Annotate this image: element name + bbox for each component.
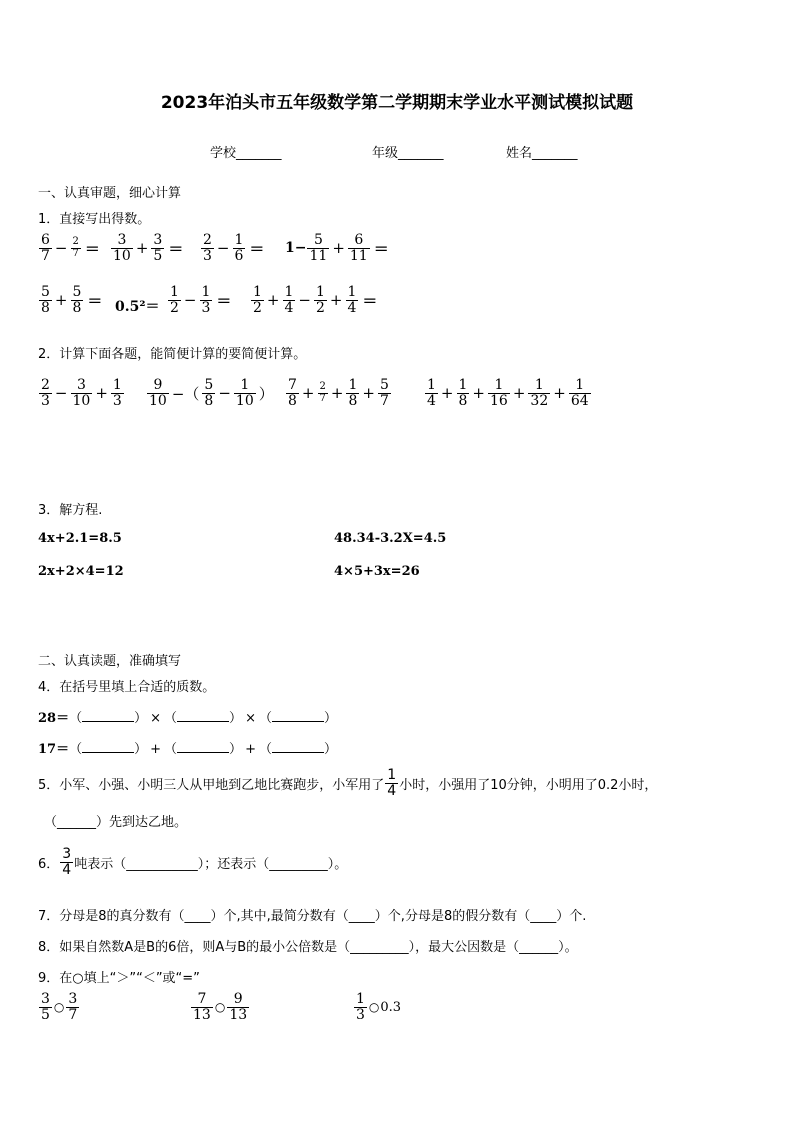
q8-line: 8．如果自然数A是B的6倍，则A与B的最小公倍数是（_________），最大公因数是（______）。 <box>38 940 578 955</box>
name-field: 姓名_______ <box>506 146 578 161</box>
q1-expr-7: $\frac{1}{2}$ − $\frac{1}{3}$ ＝ <box>170 284 232 316</box>
q6-line: 6． $\frac{3}{4}$ 吨表示（___________）；还表示（_________）。 <box>38 846 348 878</box>
q1-expr-2: $\frac{3}{10}$ + $\frac{3}{5}$ ＝ <box>113 232 184 264</box>
q2-expr-4: $\frac{1}{4}$ + $\frac{1}{8}$ + $\frac{1}{16}$ + $\frac{1}{32}$ + $\frac{1}{64}$ <box>427 377 589 409</box>
q5-line-1: 5．小军、小强、小明三人从甲地到乙地比赛跑步，小军用了 $\frac{1}{4}$ 小时，小强用了10分钟，小明用了0.2小时， <box>38 767 658 799</box>
q4-line-1: 28＝（ ） × （ ） × （ ） <box>38 711 337 726</box>
q9-compare-1: $\frac{3}{5}$ ○ $\frac{3}{7}$ <box>41 991 78 1023</box>
section2-title: 二、认真读题，准确填写 <box>38 654 182 669</box>
q1-expr-1: $\frac{6}{7}$ − $\frac{2}{7}$ ＝ <box>41 232 100 264</box>
grade-field: 年级_______ <box>372 146 444 161</box>
page-title: 2023年泊头市五年级数学第二学期期末学业水平测试模拟试题 <box>160 93 634 113</box>
q1-expr-5: $\frac{5}{8}$ + $\frac{5}{8}$ ＝ <box>41 284 103 316</box>
q9-compare-2: $\frac{7}{13}$ ○ $\frac{9}{13}$ <box>193 991 248 1023</box>
q2-expr-1: $\frac{2}{3}$ − $\frac{3}{10}$ + $\frac{1}{3}$ <box>41 377 122 409</box>
q7-line: 7．分母是8的真分数有（____）个,其中,最简分数有（____）个,分母是8的假分数有（____）个. <box>38 909 587 924</box>
q3-equation-3: 2x+2×4=12 <box>38 564 124 579</box>
q1-expr-6: 0.5²＝ <box>115 299 160 315</box>
q3-equation-4: 4×5+3x=26 <box>334 564 420 579</box>
q2-expr-2: $\frac{9}{10}$ −（ $\frac{5}{8}$ − $\frac{1}{10}$ ） <box>149 377 274 409</box>
q4-line-2: 17＝（ ） + （ ） + （ ） <box>38 742 337 757</box>
q9-compare-3: $\frac{1}{3}$ ○ 0.3 <box>356 991 402 1023</box>
q3-title: 3．解方程. <box>38 503 103 518</box>
q1-expr-4: 1− $\frac{5}{11}$ + $\frac{6}{11}$ ＝ <box>285 232 389 264</box>
school-field: 学校_______ <box>210 146 282 161</box>
q1-title: 1．直接写出得数。 <box>38 212 151 227</box>
q4-title: 4．在括号里填上合适的质数。 <box>38 680 216 695</box>
section1-title: 一、认真审题，细心计算 <box>38 186 182 201</box>
q3-equation-2: 48.34-3.2X=4.5 <box>334 531 447 546</box>
q1-expr-8: $\frac{1}{2}$ + $\frac{1}{4}$ − $\frac{1}{2}$ + $\frac{1}{4}$ ＝ <box>253 284 378 316</box>
q2-expr-3: $\frac{7}{8}$ + $\frac{2}{7}$ + $\frac{1}{8}$ + $\frac{5}{7}$ <box>288 377 389 409</box>
q2-title: 2．计算下面各题，能简便计算的要简便计算。 <box>38 347 307 362</box>
q3-equation-1: 4x+2.1=8.5 <box>38 531 122 546</box>
q1-expr-3: $\frac{2}{3}$ − $\frac{1}{6}$ ＝ <box>203 232 265 264</box>
q5-line-2: （______）先到达乙地。 <box>44 815 188 830</box>
q9-title: 9．在○填上“＞”“＜”或“=” <box>38 971 200 986</box>
